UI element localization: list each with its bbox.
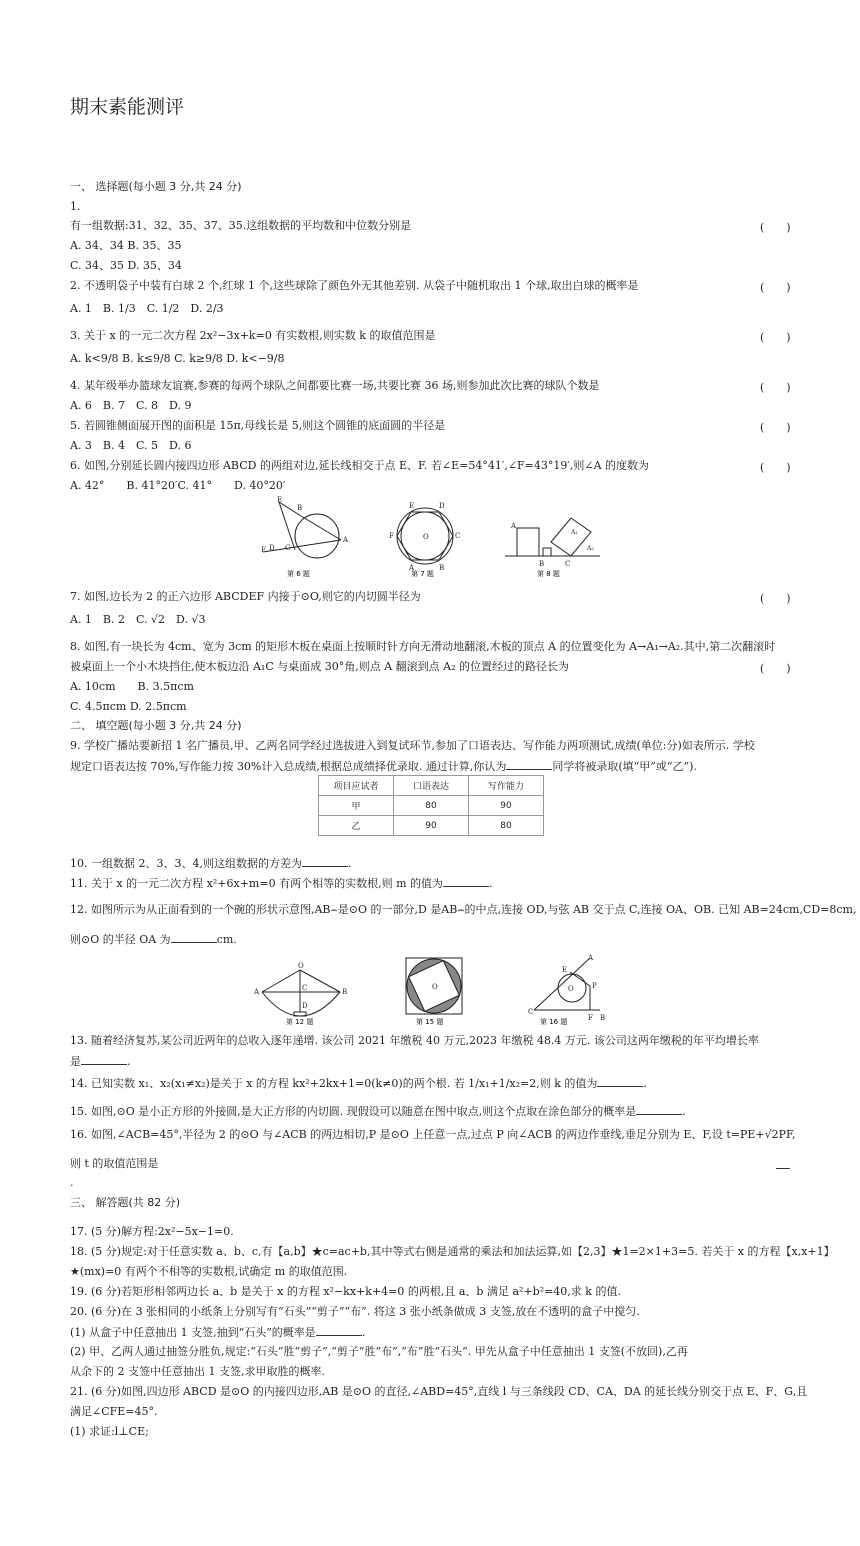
svg-text:C: C xyxy=(285,544,291,552)
figure-6-caption: 第 6 题 xyxy=(287,570,310,578)
svg-text:F: F xyxy=(261,546,266,554)
question-20-part2-line1: (2) 甲、乙两人通过抽签分胜负,规定:“石头”胜“剪子”,“剪子”胜“布”,“布”胜“石头”. 甲先从盒子中任意抽出 1 支签(不放回),乙再 xyxy=(70,1345,688,1358)
figure-8 xyxy=(505,518,600,568)
question-9-line1: 9. 学校广播站要新招 1 名广播员,甲、乙两名同学经过选拔进入到复试环节,参加了口语表达、写作能力两项测试,成绩(单位:分)如表所示. 学校 xyxy=(70,739,755,752)
question-20-part2-line2: 从余下的 2 支签中任意抽出 1 支签,求甲取胜的概率. xyxy=(70,1365,325,1378)
question-6: 6. 如图,分别延长圆内接四边形 ABCD 的两组对边,延长线相交于点 E、F. 若∠E=54°41′,∠F=43°19′,则∠A 的度数为 xyxy=(70,459,650,472)
question-17: 17. (5 分)解方程:2x²−5x−1=0. xyxy=(70,1225,234,1238)
table-row xyxy=(319,796,544,816)
answer-paren: ( ) xyxy=(760,461,791,474)
svg-text:D: D xyxy=(439,502,445,510)
svg-text:A: A xyxy=(409,564,415,572)
table-cell: 80 xyxy=(394,796,469,816)
question-8-options-ab: A. 10cm B. 3.5πcm xyxy=(70,680,194,693)
answer-blank[interactable] xyxy=(81,1054,127,1065)
question-4-options: A. 6 B. 7 C. 8 D. 9 xyxy=(70,399,192,412)
question-13-line1: 13. 随着经济复苏,某公司近两年的总收入逐年递增. 该公司 2021 年缴税 40 万元,2023 年缴税 48.4 万元. 该公司这两年缴税的年平均增长率 xyxy=(70,1034,759,1047)
question-14-text: 14. 已知实数 x₁、x₂(x₁≠x₂)是关于 x 的方程 kx²+2kx+1=0(k≠0)的两个根. 若 1/x₁+1/x₂=2,则 k 的值为 xyxy=(70,1077,598,1090)
section-heading-answer: 三、 解答题(共 82 分) xyxy=(70,1196,181,1209)
table-header-cell: 项目应试者 xyxy=(319,776,394,796)
answer-paren: ( ) xyxy=(760,331,791,344)
svg-text:D: D xyxy=(302,1002,308,1010)
question-12-line1: 12. 如图所示为从正面看到的一个碗的形状示意图,AB⌢是⊙O 的一部分,D 是AB⌢的中点,连接 OD,与弦 AB 交于点 C,连接 OA、OB. 已知 AB=24cm,CD=8cm, xyxy=(70,903,857,916)
question-21-part1: (1) 求证:l⊥CE; xyxy=(70,1425,149,1438)
question-16-line1: 16. 如图,∠ACB=45°,半径为 2 的⊙O 与∠ACB 的两边相切,P 是⊙O 上任意一点,过点 P 向∠ACB 的两边作垂线,垂足分别为 E、F,设 t=PE+√2PF, xyxy=(70,1128,796,1141)
table-cell: 乙 xyxy=(319,816,394,836)
svg-text:A₁: A₁ xyxy=(571,529,578,536)
answer-paren: ( ) xyxy=(760,662,791,675)
question-8-line2: 被桌面上一个小木块挡住,使木板边沿 A₁C 与桌面成 30°角,则点 A 翻滚到点 A₂ 的位置经过的路径长为 xyxy=(70,660,570,673)
question-13-text: 是 xyxy=(70,1055,81,1068)
table-header-cell: 口语表达 xyxy=(394,776,469,796)
answer-blank[interactable] xyxy=(636,1104,682,1115)
question-2-options: A. 1 B. 1/3 C. 1/2 D. 2/3 xyxy=(70,302,224,315)
question-4: 4. 某年级举办篮球友谊赛,参赛的每两个球队之间都要比赛一场,共要比赛 36 场,则参加此次比赛的球队个数是 xyxy=(70,379,600,392)
question-1: 有一组数据:31、32、35、37、35.这组数据的平均数和中位数分别是 xyxy=(70,219,412,232)
question-8-options-cd: C. 4.5πcm D. 2.5πcm xyxy=(70,700,187,713)
figure-16-caption: 第 16 题 xyxy=(540,1018,568,1026)
svg-text:O: O xyxy=(423,533,429,541)
svg-text:O: O xyxy=(432,983,438,991)
figure-15 xyxy=(399,951,468,1020)
question-18-line2: ★(mx)=0 有两个不相等的实数根,试确定 m 的取值范围. xyxy=(70,1265,348,1278)
period-mark: . xyxy=(70,1176,74,1189)
svg-text:O: O xyxy=(298,962,304,970)
question-3-options: A. k<9/8 B. k≤9/8 C. k≥9/8 D. k<−9/8 xyxy=(70,352,285,365)
svg-text:F: F xyxy=(588,1014,593,1022)
figure-12-caption: 第 12 题 xyxy=(286,1018,314,1026)
svg-text:D: D xyxy=(269,544,275,552)
svg-text:A₂: A₂ xyxy=(587,545,594,552)
question-13-line2: 是 . xyxy=(70,1055,131,1068)
section-heading-choice: 一、 选择题(每小题 3 分,共 24 分) xyxy=(70,180,242,193)
svg-text:C: C xyxy=(528,1008,534,1016)
question-9-line2 xyxy=(70,759,697,774)
question-11-text: 11. 关于 x 的一元二次方程 x²+6x+m=0 有两个相等的实数根,则 m 的值为 xyxy=(70,877,443,890)
answer-blank[interactable] xyxy=(171,932,217,943)
svg-text:A: A xyxy=(254,988,260,996)
svg-text:C: C xyxy=(565,560,571,568)
table-cell: 甲 xyxy=(319,796,394,816)
question-20-part1: (1) 从盒子中任意抽出 1 支签,抽到“石头”的概率是 . xyxy=(70,1326,366,1339)
answer-blank[interactable] xyxy=(597,1076,643,1087)
svg-text:E: E xyxy=(277,496,283,504)
question-10: 10. 一组数据 2、3、3、4,则这组数据的方差为 . xyxy=(70,857,352,870)
svg-text:A: A xyxy=(343,536,349,544)
question-7: 7. 如图,边长为 2 的正六边形 ABCDEF 内接于⊙O,则它的内切圆半径为 xyxy=(70,590,421,603)
question-21-line1: 21. (6 分)如图,四边形 ABCD 是⊙O 的内接四边形,AB 是⊙O 的直径,∠ABD=45°,直线 l 与三条线段 CD、CA、DA 的延长线分别交于点 E、F、G,且 xyxy=(70,1385,808,1398)
question-14: 14. 已知实数 x₁、x₂(x₁≠x₂)是关于 x 的方程 kx²+2kx+1=0(k≠0)的两个根. 若 1/x₁+1/x₂=2,则 k 的值为 . xyxy=(70,1077,647,1090)
figure-12 xyxy=(253,962,347,1016)
table-header-row xyxy=(319,776,544,796)
figures-6-7-8 xyxy=(255,494,615,584)
figure-7 xyxy=(389,502,460,572)
answer-paren: ( ) xyxy=(760,592,791,605)
answer-paren: ( ) xyxy=(760,381,791,394)
question-5: 5. 若圆锥侧面展开图的面积是 15π,母线长是 5,则这个圆锥的底面圆的半径是 xyxy=(70,419,446,432)
table-header-cell: 写作能力 xyxy=(469,776,544,796)
figure-16 xyxy=(528,954,605,1022)
svg-text:E: E xyxy=(562,966,568,974)
question-20-part1-text: (1) 从盒子中任意抽出 1 支签,抽到“石头”的概率是 xyxy=(70,1326,316,1339)
question-6-options: A. 42° B. 41°20′C. 41° D. 40°20′ xyxy=(70,479,286,492)
question-20: 20. (6 分)在 3 张相同的小纸条上分别写有“石头”“剪子”“布”. 将这 3 张小纸条做成 3 支签,放在不透明的盒子中搅匀. xyxy=(70,1305,640,1318)
table-cell: 90 xyxy=(394,816,469,836)
question-15: 15. 如图,⊙O 是小正方形的外接圆,是大正方形的内切圆. 现假设可以随意在图中取点,则这个点取在涂色部分的概率是 . xyxy=(70,1105,686,1118)
svg-text:B: B xyxy=(600,1014,606,1022)
svg-text:C: C xyxy=(302,984,308,992)
question-19: 19. (6 分)若矩形相邻两边长 a、b 是关于 x 的方程 x²−kx+k+4=0 的两根,且 a、b 满足 a²+b²=40,求 k 的值. xyxy=(70,1285,621,1298)
svg-text:A: A xyxy=(588,954,594,962)
question-9-text: 规定口语表达按 70%,写作能力按 30%计入总成绩,根据总成绩择优录取. 通过计算,你认为 xyxy=(70,760,507,773)
question-16-line2: 则 t 的取值范围是 xyxy=(70,1157,159,1170)
answer-blank[interactable] xyxy=(506,759,552,770)
table-row xyxy=(319,816,544,836)
question-1-number: 1. xyxy=(70,200,81,213)
svg-text:B: B xyxy=(297,504,303,512)
answer-paren: ( ) xyxy=(760,281,791,294)
answer-blank[interactable] xyxy=(776,1168,790,1169)
question-10-text: 10. 一组数据 2、3、3、4,则这组数据的方差为 xyxy=(70,857,302,870)
section-heading-fill: 二、 填空题(每小题 3 分,共 24 分) xyxy=(70,719,242,732)
svg-text:E: E xyxy=(409,502,415,510)
figure-8-caption: 第 8 题 xyxy=(537,570,560,578)
question-12-text: 则⊙O 的半径 OA 为 xyxy=(70,933,171,946)
svg-text:C: C xyxy=(455,532,461,540)
question-11: 11. 关于 x 的一元二次方程 x²+6x+m=0 有两个相等的实数根,则 m 的值为 . xyxy=(70,877,493,890)
answer-paren: ( ) xyxy=(760,421,791,434)
question-5-options: A. 3 B. 4 C. 5 D. 6 xyxy=(70,439,192,452)
score-table xyxy=(318,775,544,836)
question-1-options-ab: A. 34、34 B. 35、35 xyxy=(70,239,182,252)
table-cell: 80 xyxy=(469,816,544,836)
figure-7-caption: 第 7 题 xyxy=(411,570,434,578)
question-15-text: 15. 如图,⊙O 是小正方形的外接圆,是大正方形的内切圆. 现假设可以随意在图中取点,则这个点取在涂色部分的概率是 xyxy=(70,1105,637,1118)
svg-text:B: B xyxy=(342,988,348,996)
table-cell: 90 xyxy=(469,796,544,816)
question-12-line2: 则⊙O 的半径 OA 为 cm. xyxy=(70,933,237,946)
figures-12-15-16 xyxy=(250,950,610,1030)
svg-text:F: F xyxy=(389,532,394,540)
answer-blank[interactable] xyxy=(316,1325,362,1336)
answer-blank[interactable] xyxy=(443,876,489,887)
question-7-options: A. 1 B. 2 C. √2 D. √3 xyxy=(70,613,206,626)
svg-text:P: P xyxy=(592,982,597,990)
question-3: 3. 关于 x 的一元二次方程 2x²−3x+k=0 有实数根,则实数 k 的取值范围是 xyxy=(70,329,436,342)
svg-text:A: A xyxy=(511,522,517,530)
svg-text:B: B xyxy=(539,560,545,568)
question-1-options-cd: C. 34、35 D. 35、34 xyxy=(70,259,182,272)
svg-text:O: O xyxy=(568,985,574,993)
answer-blank[interactable] xyxy=(302,856,348,867)
svg-text:B: B xyxy=(439,564,445,572)
question-8-line1: 8. 如图,有一块长为 4cm、宽为 3cm 的矩形木板在桌面上按顺时针方向无滑动地翻滚,木板的顶点 A 的位置变化为 A→A₁→A₂.其中,第二次翻滚时 xyxy=(70,640,776,653)
answer-paren: ( ) xyxy=(760,221,791,234)
figure-6 xyxy=(261,496,349,558)
question-18-line1: 18. (5 分)规定:对于任意实数 a、b、c,有【a,b】★c=ac+b,其中等式右侧是通常的乘法和加法运算,如【2,3】★1=2×1+3=5. 若关于 x 的方程【x,x+1】 xyxy=(70,1245,835,1258)
question-21-line2: 满足∠CFE=45°. xyxy=(70,1405,158,1418)
page-title: 期末素能测评 xyxy=(70,96,185,118)
question-9-text-end: 同学将被录取(填“甲”或“乙”). xyxy=(552,760,697,773)
figure-15-caption: 第 15 题 xyxy=(416,1018,444,1026)
question-2: 2. 不透明袋子中装有白球 2 个,红球 1 个,这些球除了颜色外无其他差别. 从袋子中随机取出 1 个球,取出白球的概率是 xyxy=(70,279,639,292)
